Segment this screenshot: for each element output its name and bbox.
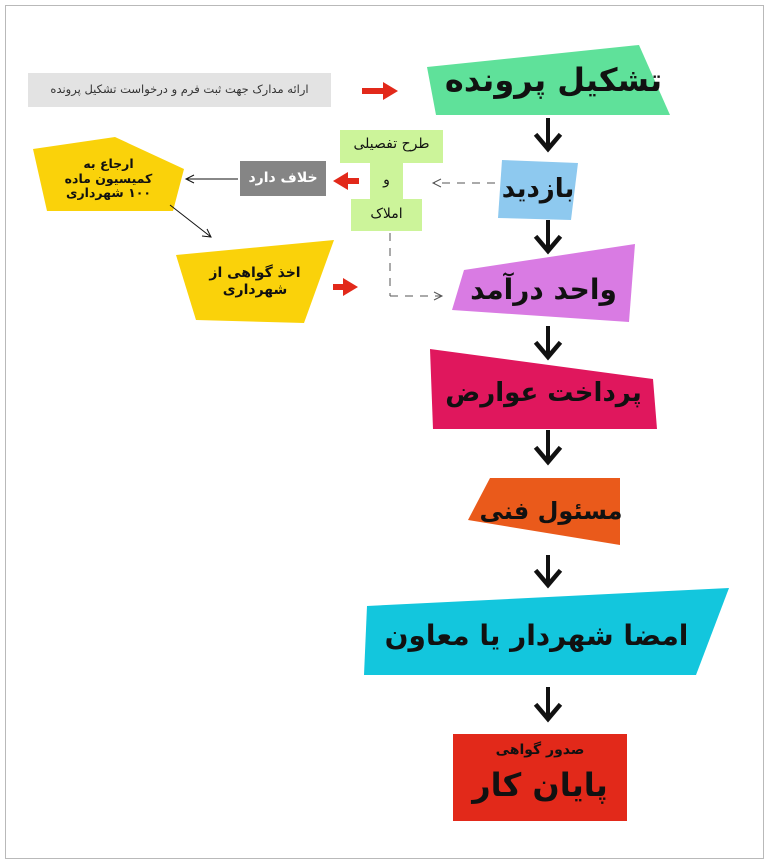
certificate-label: اخذ گواهی از شهرداری [209, 265, 301, 298]
thin-arrows [170, 175, 238, 237]
arrow-payment-to-engineer [537, 430, 559, 462]
arrow-plan-to-violation [333, 172, 359, 190]
step-mayor-signature-label: امضا شهردار یا معاون [384, 619, 689, 653]
arrow-violation-to-commission [186, 175, 238, 183]
step-income-unit-label: واحد درآمد [470, 272, 617, 306]
red-arrows [333, 82, 398, 296]
dashed-visit-to-plan [433, 179, 495, 187]
arrow-certificate-to-income [333, 278, 358, 296]
step-technical-supervisor-label: مسئول فنی [479, 496, 623, 525]
and-label: و [383, 172, 390, 188]
arrow-income-to-payment [537, 326, 559, 357]
arrow-file-to-visit [537, 118, 559, 149]
arrow-visit-to-income [537, 220, 559, 251]
detailed-plan-label: طرح تفصیلی [353, 136, 430, 152]
arrow-commission-to-certificate [170, 205, 211, 237]
dashed-connectors [390, 179, 495, 300]
dashed-plan-to-income [390, 233, 442, 300]
arrow-engineer-to-sign [537, 555, 559, 585]
arrow-sign-to-end [537, 687, 559, 719]
step-completion-sublabel: صدور گواهی [495, 742, 585, 758]
step-completion-label: پایان کار [472, 766, 608, 804]
commission-label: ارجاع به کمیسیون ماده ۱۰۰ شهرداری [64, 156, 153, 201]
flow-arrows-black [537, 118, 559, 719]
step-fee-payment-label: پرداخت عوارض [445, 378, 642, 409]
step-file-creation-label: تشکیل پرونده [444, 60, 663, 99]
arrow-documents-to-file [362, 82, 398, 100]
property-label: املاک [370, 206, 403, 222]
documents-label: ارائه مدارک جهت ثبت فرم و درخواست تشکیل پرونده [50, 82, 309, 97]
step-visit-label: بازدید [501, 174, 575, 205]
violation-label: خلاف دارد [248, 170, 318, 187]
